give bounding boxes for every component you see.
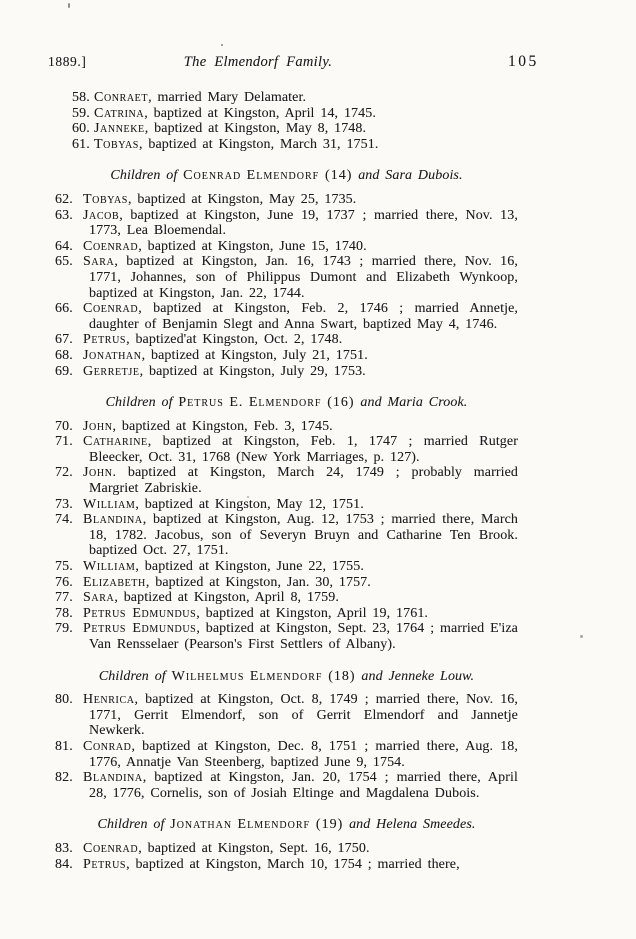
entry-number: 82.	[55, 770, 73, 786]
entry-number: 84.	[55, 856, 73, 872]
entry-text: , baptized at Kingston, May 12, 1751.	[135, 496, 364, 512]
entry-text: , baptized at Kingston, Oct. 8, 1749 ; married there, Nov. 16, 1771, Gerrit Elmendorf, son of Gerrit Elmendorf and Jannetje Newkerk.	[89, 692, 518, 739]
entry-name: Janneke	[94, 121, 145, 137]
entry-text: , baptized at Kingston, March 31, 1751.	[138, 136, 379, 152]
entry-text: , baptized at Kingston, Aug. 12, 1753 ; married there, March 18, 1782. Jacobus, son of Severyn Bruyn and Catharine Ten Brook. baptized Oct. 27, 1751.	[89, 512, 518, 559]
entry-name: Tobyas	[83, 191, 128, 207]
heading-children-of: Children of	[105, 395, 173, 411]
entry-name: Petrus Edmundus	[83, 621, 197, 637]
entry	[55, 575, 518, 591]
page-header	[0, 54, 636, 74]
heading-spouse-name: and Helena Smeedes.	[349, 817, 476, 833]
entry	[55, 208, 518, 239]
entry	[55, 559, 518, 575]
heading-reference-number: (16)	[327, 395, 355, 411]
section-heading	[55, 168, 518, 184]
entry	[72, 137, 518, 153]
content-column	[55, 90, 518, 872]
entry-text: , baptized at Kingston, July 29, 1753.	[139, 363, 366, 379]
entry-text: , baptized at Kingston, Feb. 2, 1746 ; married Annetje, daughter of Benjamin Slegt and Anna Swart, baptized May 4, 1746.	[89, 301, 518, 332]
section-petrus-16	[55, 395, 518, 653]
entry-text: , baptized at Kingston, Feb. 3, 1745.	[112, 418, 333, 434]
entry-text: , baptized at Kingston, June 19, 1737 ; married there, Nov. 13, 1773, Lea Bloemendal.	[89, 207, 518, 239]
entry-name: Gerretje	[83, 363, 140, 379]
entry-text: , baptized at Kingston, Dec. 8, 1751 ; married there, Aug. 18, 1776, Annatje Van Steenberg, baptized June 9, 1754.	[89, 738, 518, 770]
heading-spouse-name: and Maria Crook.	[360, 395, 468, 411]
heading-parent-name: Petrus E. Elmendorf	[178, 395, 322, 411]
section-heading	[55, 669, 518, 685]
entry-name: William	[83, 496, 136, 512]
entry-name: Catharine	[83, 434, 148, 450]
entry-name: Elizabeth	[83, 574, 146, 590]
entry-text: , baptized at Kingston, Sept. 16, 1750.	[138, 840, 370, 856]
entry-number: 71.	[55, 434, 73, 450]
entry-name: Petrus Edmundus	[83, 605, 197, 621]
entry	[55, 465, 518, 496]
entry-text: , baptized at Kingston, June 15, 1740.	[138, 238, 367, 254]
entry	[55, 841, 518, 857]
heading-reference-number: (14)	[325, 168, 353, 184]
entry-text: , baptized'at Kingston, Oct. 2, 1748.	[126, 332, 343, 348]
entry-name: Conraet	[94, 90, 149, 105]
entry-name: Petrus	[83, 332, 127, 348]
entry	[55, 332, 518, 348]
page-number: 105	[508, 53, 539, 70]
heading-children-of: Children of	[97, 817, 165, 833]
entry	[55, 301, 518, 332]
section-heading	[55, 817, 518, 833]
entry-name: Henrica	[83, 692, 135, 708]
entry-name: Blandina	[83, 770, 143, 786]
entry-number: 80.	[55, 692, 73, 708]
entry-number: 83.	[55, 840, 73, 856]
entry-number: 75.	[55, 559, 73, 575]
entry-number: 76.	[55, 574, 73, 590]
section-jonathan-19	[55, 817, 518, 872]
heading-parent-name: Coenrad Elmendorf	[183, 168, 320, 184]
entry-name: Sara	[83, 590, 115, 606]
entry-text: , baptized at Kingston, Jan. 20, 1754 ; married there, April 28, 1776, Cornelis, son of Josiah Eltinge and Magdalena Dubois.	[89, 770, 518, 801]
entry	[55, 434, 518, 465]
heading-spouse-name: and Jenneke Louw.	[361, 668, 475, 684]
entry-text: , baptized at Kingston, July 21, 1751.	[141, 347, 368, 363]
entry-text: , baptized at Kingston, Feb. 1, 1747 ; married Rutger Bleecker, Oct. 31, 1768 (New York Marriages, p. 127).	[89, 434, 518, 465]
heading-parent-name: Wilhelmus Elmendorf	[171, 668, 323, 684]
entry	[55, 739, 518, 770]
entry	[72, 90, 518, 106]
entry-number: 77.	[55, 590, 73, 606]
entry-name: Conrad	[83, 738, 132, 754]
heading-children-of: Children of	[98, 668, 166, 684]
entry-number: 74.	[55, 512, 73, 528]
entry-name: Jacob	[83, 207, 120, 223]
entry-name: John	[83, 465, 113, 481]
heading-spouse-name: and Sara Dubois.	[358, 168, 463, 184]
entry-text: , baptized at Kingston, April 19, 1761.	[196, 605, 429, 621]
entry	[55, 254, 518, 301]
entry-name: Petrus	[83, 856, 127, 872]
entry-name: Catrina	[94, 105, 145, 121]
entry-text: , baptized at Kingston, Jan. 30, 1757.	[145, 574, 371, 590]
heading-children-of: Children of	[110, 168, 178, 184]
entry	[55, 419, 518, 435]
entry	[55, 497, 518, 513]
entry-name: Sara	[83, 254, 115, 270]
entry-number: 70.	[55, 418, 73, 434]
entry-number: 78.	[55, 605, 73, 621]
section-continued-list	[72, 90, 518, 152]
entry-number: 66.	[55, 301, 73, 317]
entry	[55, 348, 518, 364]
section-wilhelmus-18	[55, 669, 518, 802]
entry-name: Tobyas	[94, 136, 139, 152]
heading-reference-number: (19)	[315, 817, 344, 833]
entry	[55, 621, 518, 652]
section-heading	[55, 395, 518, 411]
entry-name: John	[83, 418, 113, 434]
entry	[55, 692, 518, 739]
entry-number: 64.	[55, 238, 73, 254]
ink-speck	[580, 635, 583, 638]
entry-text: , baptized at Kingston, May 25, 1735.	[127, 191, 357, 207]
entry	[55, 857, 518, 873]
entry-number: 63.	[55, 207, 73, 223]
entry-text: , baptized at Kingston, Sept. 23, 1764 ; married E'iza Van Rensselaer (Pearson's First Settlers of Albany).	[89, 621, 518, 652]
entry-number: 67.	[55, 332, 73, 348]
entry-text: , baptized at Kingston, May 8, 1748.	[144, 121, 367, 137]
section-coenrad-14	[55, 168, 518, 379]
entry-number: 72.	[55, 465, 73, 481]
entry	[55, 239, 518, 255]
entry	[55, 364, 518, 380]
entry-text: , baptized at Kingston, March 10, 1754 ; married there,	[126, 856, 460, 872]
entry-text: , married Mary Delamater.	[148, 90, 307, 105]
entry-number: 58.	[72, 90, 90, 105]
entry	[72, 121, 518, 137]
heading-reference-number: (18)	[328, 668, 356, 684]
entry	[55, 192, 518, 208]
entry-number: 68.	[55, 347, 73, 363]
ink-speck	[68, 3, 70, 8]
entry-name: Jonathan	[83, 347, 142, 363]
page-title: The Elmendorf Family.	[183, 54, 333, 70]
header-year: 1889.]	[48, 54, 87, 69]
entry-text: , baptized at Kingston, Jan. 16, 1743 ; married there, Nov. 16, 1771, Johannes, son of Philippus Dumont and Elizabeth Wynkoop, baptized at Kingston, Jan. 22, 1744.	[89, 254, 518, 301]
entry-text: . baptized at Kingston, March 24, 1749 ; probably married Margriet Zabriskie.	[89, 465, 518, 497]
entry-name: Blandina	[83, 512, 143, 528]
entry-name: William	[83, 559, 136, 575]
heading-parent-name: Jonathan Elmendorf	[170, 817, 311, 833]
entry-name: Coenrad	[83, 238, 139, 254]
ink-speck	[221, 44, 223, 46]
entry-number: 62.	[55, 191, 73, 207]
entry	[72, 106, 518, 122]
entry	[55, 606, 518, 622]
entry-number: 59.	[72, 105, 90, 121]
entry	[55, 512, 518, 559]
entry-number: 69.	[55, 363, 73, 379]
entry	[55, 590, 518, 606]
entry-number: 61.	[72, 136, 90, 152]
entry-number: 65.	[55, 254, 73, 270]
entry-text: , baptized at Kingston, April 8, 1759.	[114, 590, 339, 606]
entry-text: , baptized at Kingston, April 14, 1745.	[144, 105, 376, 121]
entry-text: , baptized at Kingston, June 22, 1755.	[135, 559, 364, 575]
entry-number: 73.	[55, 496, 73, 512]
entry-name: Coenrad	[83, 840, 139, 856]
entry-number: 60.	[72, 121, 90, 137]
entry-number: 79.	[55, 621, 73, 637]
entry-number: 81.	[55, 738, 73, 754]
entry-name: Coenrad	[83, 301, 139, 317]
entry	[55, 770, 518, 801]
